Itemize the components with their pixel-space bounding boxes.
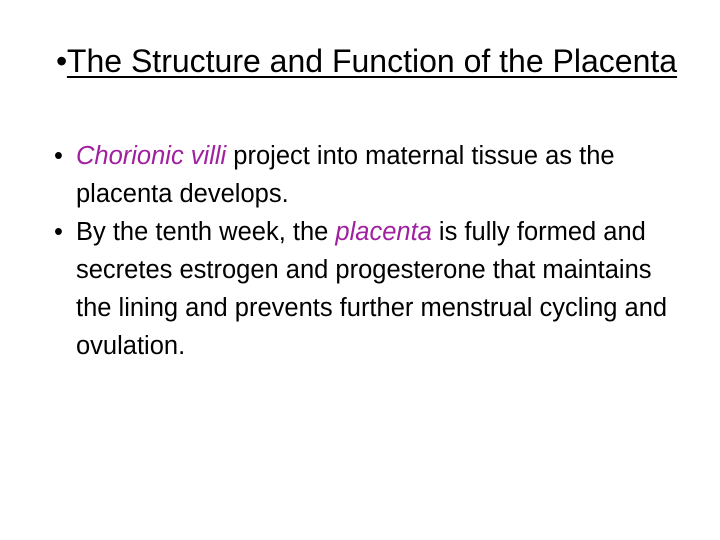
term-chorionic-villi: Chorionic villi [76,142,227,170]
item-text: project into maternal tissue as the placenta develops. [76,142,615,208]
item-text-after: is fully formed and secretes estrogen and progesterone that maintains the lining and prevents further menstrual cycling and ovulation. [76,218,668,360]
bullet-list [50,137,690,365]
title-text: The Structure and Function of the Placenta [66,43,678,79]
bullet-item-chorionic-villi [50,137,690,213]
item-text-before: By the tenth week, the [76,218,336,246]
bullet-item-placenta [50,213,690,365]
bullet-marker: • [54,142,63,170]
term-placenta: placenta [335,218,432,246]
slide-title [52,38,692,84]
title-bullet: • [56,43,68,79]
bullet-marker: • [54,218,63,246]
